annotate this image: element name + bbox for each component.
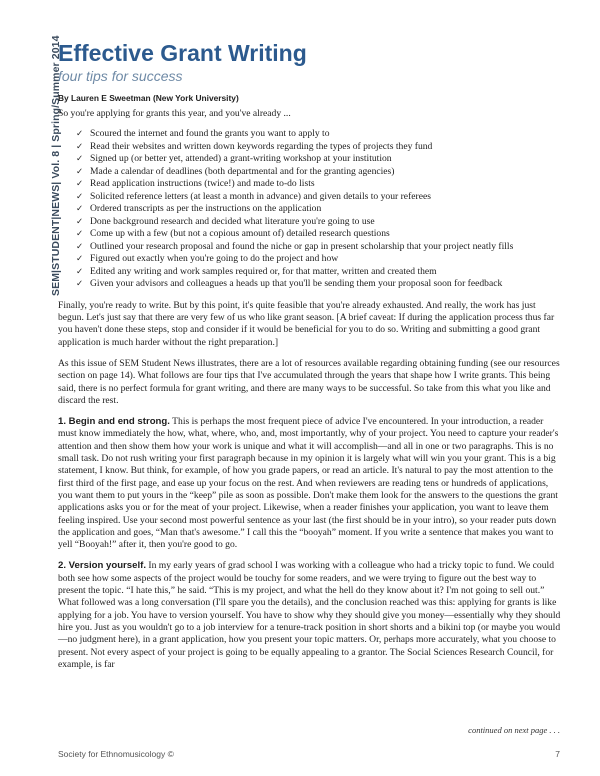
- checklist-item: [76, 216, 562, 229]
- checklist-item: [76, 241, 562, 254]
- tip-2-heading: 2. Version yourself.: [58, 560, 146, 572]
- checkmark-icon: ✓: [76, 129, 84, 140]
- checkmark-icon: ✓: [76, 141, 84, 152]
- issue-sidebar-text: SEM|STUDENT|NEWS| Vol. 8 | Spring/Summer 2014: [50, 35, 62, 296]
- checklist-item-text: Done background research and decided what literature you're going to use: [90, 215, 375, 227]
- checklist-item: [76, 166, 562, 179]
- checklist-item-text: Come up with a few (but not a copious amount of) detailed research questions: [90, 228, 390, 240]
- checklist-item: [76, 253, 562, 266]
- article-subtitle: four tips for success: [58, 68, 183, 84]
- checklist-item: [76, 191, 562, 204]
- checklist-item-text: Read application instructions (twice!) and made to-do lists: [90, 178, 315, 190]
- checklist-item-text: Edited any writing and work samples required or, for that matter, written and created them: [90, 265, 437, 277]
- checklist-item-text: Scoured the internet and found the grants you want to apply to: [90, 128, 330, 140]
- tip-1-heading: 1. Begin and end strong.: [58, 416, 170, 428]
- checklist-item: [76, 141, 562, 154]
- page-number: 7: [555, 749, 560, 759]
- checkmark-icon: ✓: [76, 154, 84, 165]
- checklist-item-text: Made a calendar of deadlines (both departmental and for the granting agencies): [90, 165, 395, 177]
- checkmark-icon: ✓: [76, 266, 84, 277]
- checklist-item: [76, 178, 562, 191]
- checkmark-icon: ✓: [76, 216, 84, 227]
- checklist-item-text: Ordered transcripts as per the instructions on the application: [90, 203, 322, 215]
- checklist-item: [76, 266, 562, 279]
- footer-society: Society for Ethnomusicology ©: [58, 749, 174, 759]
- checklist-item: [76, 278, 562, 291]
- article-body: [58, 108, 562, 680]
- checklist: [76, 128, 562, 291]
- checkmark-icon: ✓: [76, 229, 84, 240]
- checklist-item: [76, 203, 562, 216]
- checkmark-icon: ✓: [76, 204, 84, 215]
- tip-1-text: This is perhaps the most frequent piece of advice I've encountered. In your introduction, a reader must know immediately the how, what, where, who, and, most importantly, why of your project. You need to capture your reader's attention and then show them how your work is unique and what it will accomplish—and all in one or two paragraphs. This is no small task. Do not rush writing your first paragraph because in my opinion it is largely what will win you your grant. This is a big statement, I know. But think, for example, of how you grade papers, or read an article. It's natural to pay the most attention to the first third of the first page, and ease up your focus on the rest. And when reviewers are reading tens or hundreds of applications, you want them to put yours in the “keep” pile as soon as possible. Don't make them look for the answers to the questions the grant applications asks you or for the meat of your project. Likewise, when a reader finishes your application, you want to leave them feeling inspired. Use your second most powerful sentence as your last (the first should be in your intro), so your reader puts down the application and goes, “Man that's awesome.” I call this the “booyah” moment. If you write a sentence that makes you want to yell “Booyah!” after it, then you're good to go.: [58, 416, 559, 551]
- article-byline: By Lauren E Sweetman (New York University): [58, 93, 239, 103]
- checklist-item-text: Given your advisors and colleagues a heads up that you'll be sending them your proposal soon for feedback: [90, 278, 503, 290]
- resources-paragraph: As this issue of SEM Student News illustrates, there are a lot of resources available regarding obtaining funding (see our resources section on page 14). What follows are four tips that I've accumulated through the years that shape how I write grants. This being said, there is no perfect formula for grant writing, and there are many ways to be successful. So take from this what you like and discard the rest.: [58, 357, 560, 406]
- checklist-item-text: Signed up (or better yet, attended) a grant-writing workshop at your institution: [90, 153, 392, 165]
- checkmark-icon: ✓: [76, 279, 84, 290]
- checkmark-icon: ✓: [76, 191, 84, 202]
- tip-1-paragraph: [58, 416, 562, 551]
- checkmark-icon: ✓: [76, 179, 84, 190]
- continued-note: continued on next page . . .: [468, 725, 560, 735]
- tip-2-paragraph: [58, 560, 562, 671]
- checkmark-icon: ✓: [76, 166, 84, 177]
- issue-sidebar: [40, 36, 60, 296]
- checklist-item-text: Solicited reference letters (at least a month in advance) and given details to your referees: [90, 190, 431, 202]
- intro-paragraph: So you're applying for grants this year, and you've already ...: [58, 108, 291, 119]
- checkmark-icon: ✓: [76, 241, 84, 252]
- checkmark-icon: ✓: [76, 254, 84, 265]
- checklist-item-text: Figured out exactly when you're going to do the project and how: [90, 253, 339, 265]
- checklist-item: [76, 228, 562, 241]
- checklist-item: [76, 128, 562, 141]
- finally-paragraph: Finally, you're ready to write. But by this point, it's quite feasible that you're already exhausted. And really, the work has just begun. Let's just say that there are very few of us who like grant season. [A brief caveat: If during the application process thus far you haven't done these steps, stop and consider if it would be beneficial for you to do so. Writing and submitting a good grant application is much harder without the right preparation.]: [58, 299, 555, 348]
- article-title: Effective Grant Writing: [58, 40, 307, 66]
- checklist-item: [76, 153, 562, 166]
- tip-2-text: In my early years of grad school I was working with a colleague who had a tricky topic to fund. We could both see how some aspects of the project would be touchy for some readers, and we were trying to figure out the best way to present the topic. “I hate this,” he said. “This is my project, and what the hell do they know about it? I'm not going to sell out.” What followed was a long conversation (I'll spare you the details), and the conclusion reached was this: applying for grants is like applying for a job. You have to version yourself. You have to show why they should give you money—essentially why they should hire you. Just as you wouldn't go to a job interview for a tenure-track position in short shorts and a bikini top (or maybe you would—no judgment here), in a grant application, how you present your topic matters. Or, perhaps more accurately, what you choose to present. Not every aspect of your project is going to be equally appealing to a grantor. The Social Sciences Research Council, for example, is far: [58, 560, 561, 670]
- checklist-item-text: Read their websites and written down keywords regarding the types of projects they fund: [90, 140, 433, 152]
- checklist-item-text: Outlined your research proposal and found the niche or gap in present scholarship that your project neatly fills: [90, 240, 514, 252]
